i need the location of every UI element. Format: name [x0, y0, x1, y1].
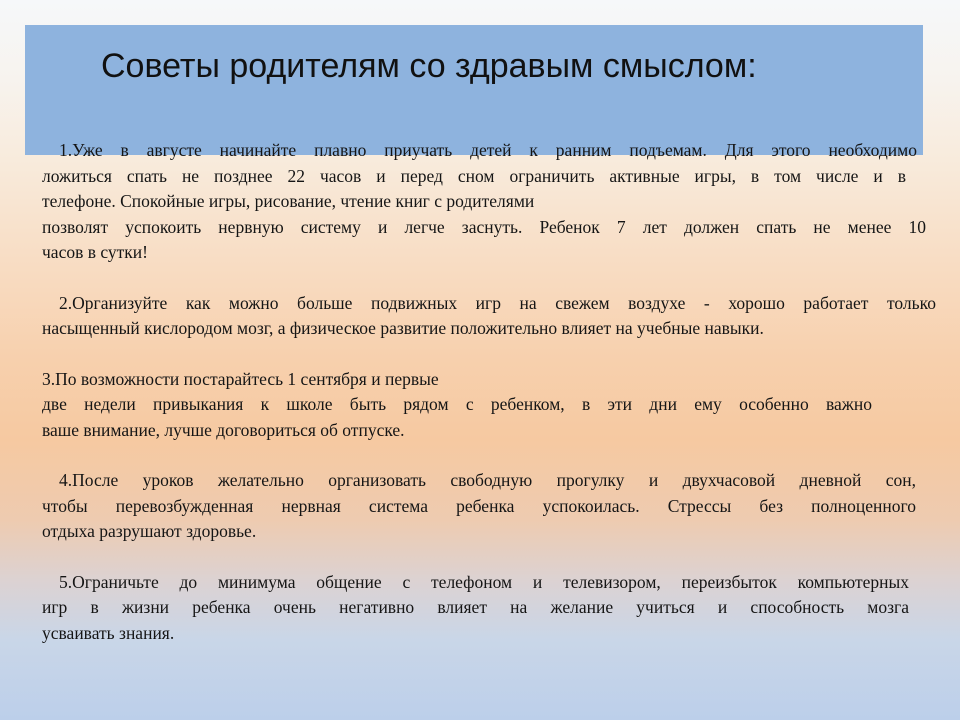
tip-2-line-1: 2.Организуйте как можно больше подвижных игр на свежем воздухе - хорошо работает только: [59, 292, 936, 313]
tip-5-line-1: 5.Ограничьте до минимума общение с телефоном и телевизором, переизбыток компьютерных: [59, 571, 909, 592]
tip-4-line-2: чтобы перевозбужденная нервная система ребенка успокоилась. Стрессы без полноценного: [42, 495, 916, 516]
tip-1-line-3: телефоне. Спокойные игры, рисование, чтение книг с родителями: [42, 191, 535, 211]
slide-title: Советы родителям со здравым смыслом:: [101, 47, 757, 85]
tip-paragraph-3: [42, 367, 922, 444]
tip-5-line-2: игр в жизни ребенка очень негативно влияет на желание учиться и способность мозга: [42, 597, 909, 617]
tip-3-line-3: ваше внимание, лучше договориться об отпуске.: [42, 419, 405, 440]
slide-body: [42, 138, 936, 671]
tip-paragraph-4: [42, 468, 922, 545]
tip-1-line-5: часов в сутки!: [42, 242, 148, 262]
tip-paragraph-1: [42, 138, 926, 266]
tip-1-line-4: позволят успокоить нервную систему и легче заснуть. Ребенок 7 лет должен спать не менее 10: [42, 216, 926, 237]
tip-4-line-1: 4.После уроков желательно организовать свободную прогулку и двухчасовой дневной сон,: [59, 470, 916, 490]
tip-1-line-2: ложиться спать не позднее 22 часов и перед сном ограничить активные игры, в том числе и в: [42, 165, 906, 186]
tip-3-line-1: 3.По возможности постарайтесь 1 сентября и первые: [42, 368, 439, 389]
tip-4-line-3: отдыха разрушают здоровье.: [42, 521, 257, 541]
tip-paragraph-5: [42, 570, 922, 647]
tip-3-line-2: две недели привыкания к школе быть рядом с ребенком, в эти дни ему особенно важно: [42, 394, 872, 414]
tip-paragraph-2: [42, 291, 936, 342]
tip-2-line-2: насыщенный кислородом мозг, а физическое развитие положительно влияет на учебные навыки.: [42, 318, 764, 338]
tip-1-line-1: 1.Уже в августе начинайте плавно приучать детей к ранним подъемам. Для этого необходимо: [59, 140, 917, 160]
tip-5-line-3: усваивать знания.: [42, 622, 175, 643]
